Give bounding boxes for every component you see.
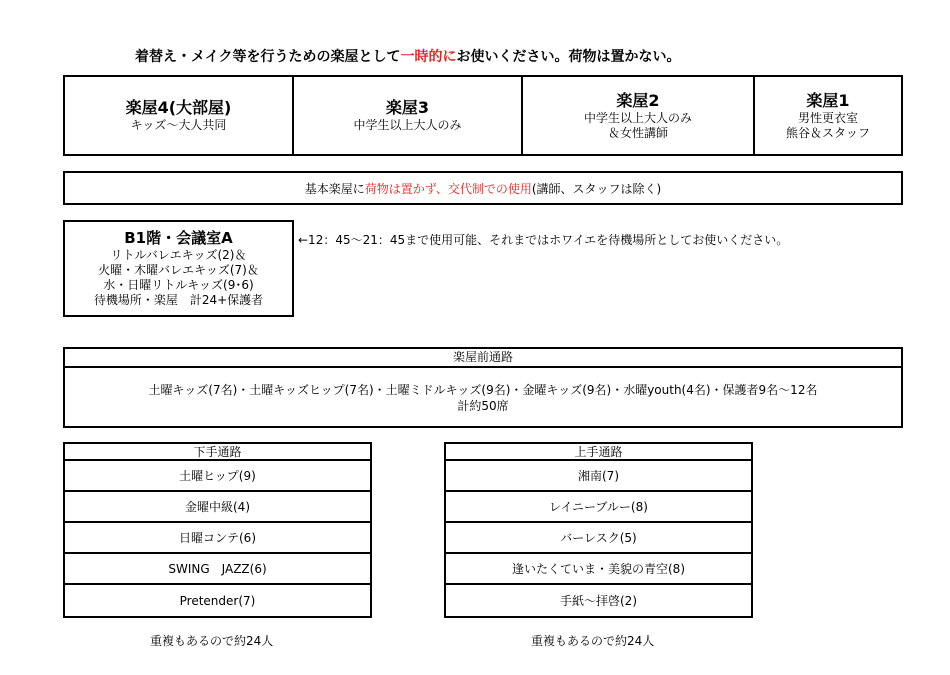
room-4-line: キッズ～大人共同 [130,118,227,132]
corridor-body [65,368,901,428]
shimote-corridor [63,442,372,618]
dressing-rooms-table [63,75,903,156]
b1-title: B1階・会議室A [124,229,233,247]
kamite-item: 手紙～拝啓(2) [560,594,637,608]
room-4 [65,77,294,154]
room-3-title: 楽屋3 [385,98,430,117]
room-2-line-1: 中学生以上大人のみ [583,110,692,125]
kamite-item: 逢いたくていま・美貌の青空(8) [446,554,751,585]
corridor-line-2: 計約50席 [457,399,509,413]
b1-note: ←12：45～21：45まで使用可能、それまではホワイエを待機場所としてお使いください。 [298,233,789,247]
b1-line-3: 水・日曜リトルキッズ(9･6) [103,278,254,292]
room-1-line-1: 男性更衣室 [797,110,858,125]
intro-text [135,46,680,66]
shimote-item: Pretender(7) [179,593,256,608]
shimote-list [63,459,372,618]
kamite-total: 重複もあるので約24人 [531,634,655,648]
rule-before: 基本楽屋に [304,181,365,196]
room-1-line-2: 熊谷＆スタッフ [785,125,870,140]
corridor-box [63,347,903,428]
room-3 [294,77,523,154]
room-1-title: 楽屋1 [806,90,850,110]
room-1 [755,77,901,154]
kamite-item: レイニーブルー(8) [446,492,751,523]
kamite-list [444,459,753,618]
corridor-line-1: 土曜キッズ(7名)・土曜キッズヒップ(7名)・土曜ミドルキッズ(9名)・金曜キッズ(9名)・水曜youth(4名)・保護者9名～12名 [148,383,818,397]
shimote-total: 重複もあるので約24人 [150,634,274,648]
b1-line-4: 待機場所・楽屋 計24+保護者 [93,293,264,307]
shimote-header: 下手通路 [63,442,372,459]
shimote-item: 日曜コンテ(6) [65,523,370,554]
room-2 [523,77,755,154]
b1-line-2: 火曜・木曜バレエキッズ(7)＆ [98,263,259,277]
b1-meeting-room-box [63,220,294,317]
kamite-item: バーレスク(5) [446,523,751,554]
shimote-item: 土曜ヒップ(9) [65,461,370,492]
corridor-header: 楽屋前通路 [65,349,901,368]
intro-highlight: 一時的に [400,49,457,65]
shimote-item: 金曜中級(4) [65,492,370,523]
kamite-header: 上手通路 [444,442,753,459]
shimote-item: SWING JAZZ(6) [65,554,370,585]
room-2-line-2: ＆女性講師 [607,125,668,140]
kamite-corridor [444,442,753,618]
room-2-title: 楽屋2 [616,90,660,110]
intro-after: お使いください。荷物は置かない。 [456,49,681,65]
rule-box [63,171,903,205]
kamite-item: 湘南(7) [446,461,751,492]
room-3-line: 中学生以上大人のみ [353,118,462,132]
rule-after: (講師、スタッフは除く) [531,181,662,196]
rule-highlight: 荷物は置かず、交代制での使用 [364,181,532,196]
intro-before: 着替え・メイク等を行うための楽屋として [135,49,401,65]
room-4-title: 楽屋4(大部屋) [125,98,232,117]
b1-line-1: リトルバレエキッズ(2)＆ [110,248,247,262]
